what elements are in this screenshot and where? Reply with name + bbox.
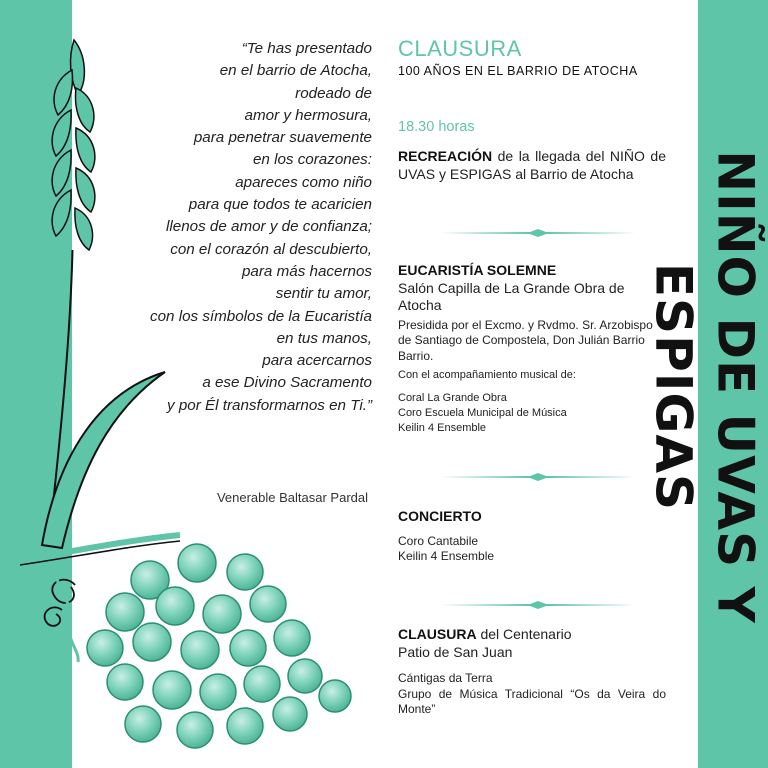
concierto-item: Coro Cantabile <box>398 533 479 548</box>
concierto-section <box>398 508 666 565</box>
poem-line: rodeado de <box>295 84 372 102</box>
poem-line: para penetrar suavemente <box>193 129 372 147</box>
recreacion-section <box>398 148 666 183</box>
recreacion-title: RECREACIÓN <box>398 148 493 164</box>
clausura-place: Patio de San Juan <box>398 643 513 660</box>
clausura-title: CLAUSURA <box>398 626 477 642</box>
clausura-line2: Grupo de Música Tradicional “Os da Veira do Monte” <box>398 686 666 716</box>
poem-line: en el barrio de Atocha, <box>219 62 372 80</box>
poem-line: llenos de amor y de confianza; <box>166 218 372 236</box>
concierto-item: Keilin 4 Ensemble <box>398 549 495 563</box>
side-title: NIÑO DE UVAS Y ESPIGAS <box>644 150 765 624</box>
event-time: 18.30 horas <box>398 119 475 135</box>
eucaristia-place: Salón Capilla de La Grande Obra de Atocha <box>398 279 625 313</box>
concierto-title: CONCIERTO <box>398 508 482 524</box>
divider <box>440 228 636 238</box>
poem-line: amor y hermosura, <box>244 106 372 124</box>
grape-cluster <box>87 544 351 748</box>
poem-line: apareces como niño <box>235 173 372 191</box>
poem-line: para más hacernos <box>241 262 372 280</box>
poem-line: a ese Divino Sacramento <box>202 374 372 392</box>
divider <box>440 600 636 610</box>
event-title: CLAUSURA <box>398 36 522 61</box>
poem-author: Venerable Baltasar Pardal <box>216 490 368 505</box>
music-item: Keilin 4 Ensemble <box>398 422 487 434</box>
event-subtitle: 100 AÑOS EN EL BARRIO DE ATOCHA <box>398 64 638 78</box>
divider <box>440 472 636 482</box>
eucaristia-title: EUCARISTÍA SOLEMNE <box>398 262 557 278</box>
poem-line: sentir tu amor, <box>275 285 372 303</box>
music-item: Coral La Grande Obra <box>398 392 507 404</box>
poem-line: para acercarnos <box>262 352 372 370</box>
eucaristia-presided: Presidida por el Excmo. y Rvdmo. Sr. Arzobispo de Santiago de Compostela, Don Julián Barrio Barrio. <box>398 317 653 363</box>
poem-line: “Te has presentado <box>241 40 372 57</box>
clausura-title-rest: del Centenario <box>480 626 572 642</box>
music-intro: Con el acompañamiento musical de: <box>398 369 576 381</box>
wheat-ear <box>52 40 95 250</box>
clausura-line1: Cántigas da Terra <box>398 671 493 685</box>
recreacion-text: de la llegada del NIÑO de UVAS y ESPIGAS al Barrio de Atocha <box>398 148 666 182</box>
event-header <box>398 36 666 78</box>
poem-line: y por Él transformarnos en Ti.” <box>167 396 372 414</box>
music-item: Coro Escuela Municipal de Música <box>398 407 567 419</box>
clausura-centenario-section <box>398 626 666 718</box>
poem-line: para que todos te acaricien <box>188 196 372 214</box>
poem-line: en los corazones: <box>252 151 372 169</box>
poem-line: con los símbolos de la Eucaristía <box>149 307 372 325</box>
eucaristia-section <box>398 262 666 436</box>
poem-line: con el corazón al descubierto, <box>170 240 372 258</box>
poem <box>96 38 372 417</box>
poem-line: en tus manos, <box>276 329 372 347</box>
